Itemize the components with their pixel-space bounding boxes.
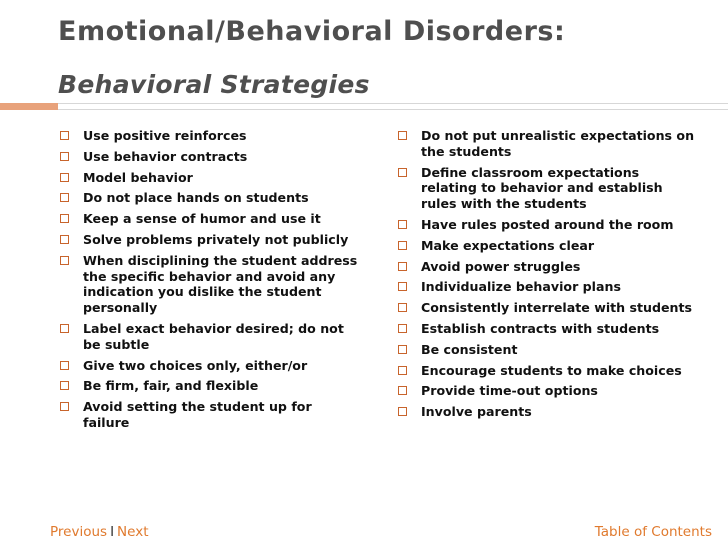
right-bullet-list: [398, 128, 698, 425]
square-bullet-icon: [60, 235, 69, 244]
bullet-item: [60, 232, 360, 248]
square-bullet-icon: [398, 241, 407, 250]
square-bullet-icon: [398, 282, 407, 291]
slide-subtitle: Behavioral Strategies: [58, 70, 370, 99]
bullet-item: [398, 321, 698, 337]
bullet-item: [60, 358, 360, 374]
previous-link[interactable]: Previous: [50, 524, 108, 540]
bullet-text: Define classroom expectations relating to behavior and establish rules with the students: [421, 164, 663, 212]
bullet-item: [398, 259, 698, 275]
bullet-item: [60, 149, 360, 165]
bullet-text: Label exact behavior desired; do not be subtle: [83, 320, 344, 352]
square-bullet-icon: [398, 324, 407, 333]
square-bullet-icon: [398, 131, 407, 140]
square-bullet-icon: [398, 303, 407, 312]
bullet-text: Provide time-out options: [421, 383, 598, 399]
left-bullet-list: [60, 128, 360, 436]
square-bullet-icon: [60, 381, 69, 390]
bullet-item: [60, 321, 360, 353]
square-bullet-icon: [60, 361, 69, 370]
bullet-text: Establish contracts with students: [421, 320, 660, 336]
square-bullet-icon: [60, 173, 69, 182]
bullet-item: [60, 399, 360, 431]
bullet-text: Do not put unrealistic expectations on the students: [421, 128, 695, 159]
bullet-item: [398, 128, 698, 160]
square-bullet-icon: [398, 407, 407, 416]
square-bullet-icon: [60, 152, 69, 161]
bullet-item: [60, 211, 360, 227]
square-bullet-icon: [398, 366, 407, 375]
bullet-item: [60, 128, 360, 144]
square-bullet-icon: [60, 324, 69, 333]
bullet-item: [398, 165, 698, 212]
bullet-text: Do not place hands on students: [83, 190, 309, 206]
bullet-item: [398, 300, 698, 316]
square-bullet-icon: [398, 345, 407, 354]
bullet-text: Make expectations clear: [421, 237, 595, 253]
bullet-text: Model behavior: [83, 169, 193, 185]
header-divider-line: [58, 103, 728, 110]
bullet-text: Give two choices only, either/or: [83, 357, 308, 373]
bullet-text: Involve parents: [421, 404, 532, 420]
slide-title: Emotional/Behavioral Disorders:: [58, 16, 566, 47]
bullet-item: [60, 378, 360, 394]
bullet-text: Consistently interrelate with students: [421, 300, 693, 316]
bullet-item: [398, 383, 698, 399]
next-link[interactable]: Next: [117, 524, 149, 540]
nav-separator: I: [110, 524, 115, 540]
square-bullet-icon: [60, 256, 69, 265]
bullet-text: Keep a sense of humor and use it: [83, 211, 321, 227]
square-bullet-icon: [60, 193, 69, 202]
bullet-text: Be consistent: [421, 341, 518, 357]
bullet-item: [60, 253, 360, 316]
square-bullet-icon: [398, 386, 407, 395]
square-bullet-icon: [398, 220, 407, 229]
bullet-item: [398, 342, 698, 358]
square-bullet-icon: [398, 262, 407, 271]
bullet-item: [398, 404, 698, 420]
slide-navigation: [50, 524, 149, 540]
bullet-text: Individualize behavior plans: [421, 279, 621, 295]
bullet-text: Avoid power struggles: [421, 258, 581, 274]
bullet-text: Have rules posted around the room: [421, 216, 674, 232]
bullet-text: When disciplining the student address the specific behavior and avoid any indication you dislike the student personally: [83, 252, 358, 316]
bullet-text: Solve problems privately not publicly: [83, 231, 349, 247]
header-accent-bar: [0, 103, 58, 110]
square-bullet-icon: [398, 168, 407, 177]
square-bullet-icon: [60, 214, 69, 223]
bullet-item: [398, 363, 698, 379]
bullet-item: [60, 190, 360, 206]
table-of-contents-link[interactable]: Table of Contents: [594, 524, 712, 540]
bullet-item: [398, 217, 698, 233]
bullet-text: Encourage students to make choices: [421, 362, 682, 378]
bullet-text: Use behavior contracts: [83, 148, 248, 164]
bullet-item: [60, 170, 360, 186]
bullet-item: [398, 238, 698, 254]
bullet-text: Avoid setting the student up for failure: [83, 399, 312, 430]
square-bullet-icon: [60, 402, 69, 411]
bullet-text: Be firm, fair, and flexible: [83, 378, 259, 394]
bullet-text: Use positive reinforces: [83, 128, 247, 143]
bullet-item: [398, 279, 698, 295]
square-bullet-icon: [60, 131, 69, 140]
